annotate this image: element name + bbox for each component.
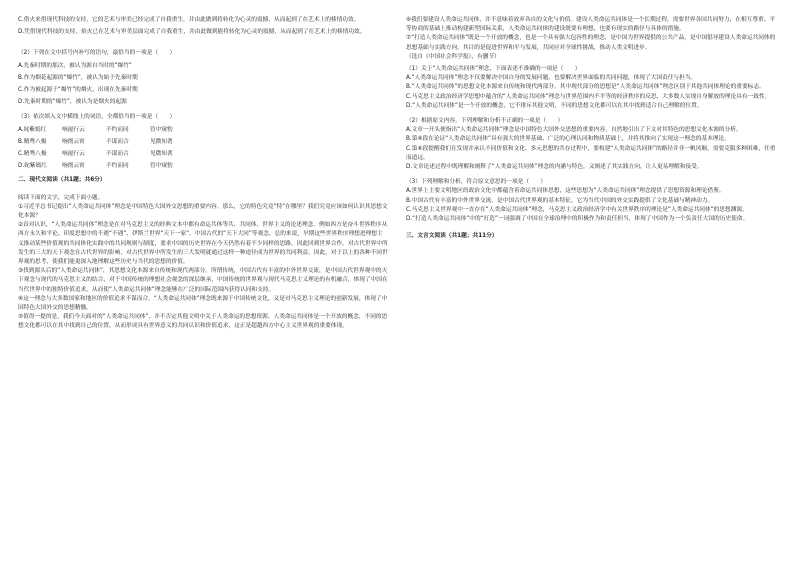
cell: 不约而同 bbox=[106, 163, 129, 170]
reading-paragraph: ⑦“打造人类命运共同体”既是一个开放的概念，也是一个具有强大包容性的理念，是中国为世界提供的公共产品，是中国倡导建设人类命运共同体的思想基础与实践方向，其目的是促进世界和平与发展，共同应对全球性挑战，推动人类文明进步。 bbox=[406, 35, 776, 51]
source-note: （选自《中国社会科学报》，有删节） bbox=[406, 53, 500, 60]
cell: 响遏行云 bbox=[62, 151, 85, 158]
cell: 见微知著 bbox=[150, 151, 173, 158]
exam-page bbox=[18, 16, 776, 546]
option-row bbox=[18, 138, 388, 147]
option-row bbox=[18, 150, 388, 159]
option-c: C.作为被起源于“爆竹”的烟火，出现在先秦时期 bbox=[18, 87, 138, 94]
question-stem: （3）下列理解和分析，符合原文意思的一项是（ ） bbox=[406, 179, 547, 186]
option-b: B.“人类命运共同体”的思想文化本源来自传统和现代两部分，其中现代部分的思想是“人类命运共同体”理念区别于其他共同体理论的重要标志。 bbox=[406, 84, 765, 91]
option-a: A.“人类命运共同体”理念不仅要解决中国自身的发展问题，也要解决世界面临的共同问题，体现了大国责任与担当。 bbox=[406, 75, 697, 82]
question-stem: （1）关于“人类命运共同体”理念，下面表述不准确的一项是（ ） bbox=[406, 66, 581, 73]
cell: B.精骛八极 bbox=[18, 138, 47, 145]
option-d: D.文章论述过程中既理解和阐释了“人类命运共同体”理念的内涵与特色，又阐述了其实践方向，让人更易理解和接受。 bbox=[406, 164, 703, 171]
reading-paragraph: ⑤值得一提的是，我们今天面对的“人类命运共同体”，并不否定其他文明中关于人类命运的思想资源。人类命运共同体是一个开放的概念，不同的思想文化都可以在其中找到自己的位置，从而形成具有世界意义的共同认识和价值追求，这正是超越西方中心主义世界观的重要体现。 bbox=[18, 314, 388, 330]
option-c: C.第⑥段提醒我们在发现并承认不同价值和文化、多元思想的共存过程中，要构建“人类命运共同体”的路径并非一帆风顺，需要克服多种困难，任重而道远。 bbox=[406, 145, 776, 161]
option-b: B.第④段在论证“人类命运共同体”具有强大的世界基础、广泛的心理认同和物质基础上，并将其推向了实现这一理念的基本理论。 bbox=[406, 136, 730, 143]
option-b: B.中国古代有丰富的中外世界交流，是中国古代世界观的基本特征，它为当代中国的外交实践提供了文化基础与精神动力。 bbox=[406, 197, 714, 204]
reading-paragraph: ④这一理念与大多数国家和地区的价值追求不谋而合。“人类命运共同体”理念既来源于中国传统文化，又是对马克思主义理论的创新发展，体现了中国特色大国外交的思想精髓。 bbox=[18, 295, 388, 312]
right-column bbox=[406, 16, 776, 546]
option-c: C.马克思主义世界观中一直存在“人类命运共同体”理念，马克思主义政治经济学中有关世界秩序的理论是“人类命运共同体”的思想渊源。 bbox=[406, 206, 748, 213]
option-b: B.作为烟花起源的“爆竹”，被认为始于先秦时期 bbox=[18, 74, 138, 81]
option-a: A.世界上主要文明地区的政治文化中都蕴含着命运共同体思想，这些思想为“人类命运共同体”理念提供了思想资源和理论借鉴。 bbox=[406, 188, 725, 195]
question-stem: （2）下列在文中括号内补写的语句，最恰当的一项是（ ） bbox=[18, 50, 176, 57]
cell: 响遏行云 bbox=[62, 126, 85, 133]
cell: A.姹紫嫣红 bbox=[18, 126, 47, 133]
option-row bbox=[18, 162, 388, 171]
section-heading: 二、现代文阅读（共1题；共6分） bbox=[18, 177, 106, 184]
option-d: D.先秦时期的“爆竹”，被认为是烟火的起源 bbox=[18, 99, 127, 106]
cell: C.精骛八极 bbox=[18, 151, 47, 158]
cell: 不谋而合 bbox=[106, 151, 129, 158]
question-stem: （2）根据原文内容，下列理解和分析不正确的一项是（ ） bbox=[406, 118, 564, 125]
reading-intro: 阅读下面的文字，完成下面小题。 bbox=[18, 194, 104, 201]
cell: 响彻云霄 bbox=[62, 138, 85, 145]
reading-paragraph: ③找到源头后的“人类命运共同体”，其思想文化本源来自传统和现代两部分。所谓传统，中国古代有丰富的中外世界交流，是中国古代世界观中的天下观念与现代的马克思主义的结合，对于中国传统的理想社会观念的深层继承，中国传统的世界观与现代马克思主义理论的有机融合，体现了中国在当代世界中的独特价值追求，从而使“人类命运共同体”理念能够在广泛的国际范围内获得认同和支持。 bbox=[18, 268, 388, 293]
option-row bbox=[18, 126, 388, 135]
cell: D.姹紫嫣红 bbox=[18, 163, 47, 170]
option-c: C.马克思主义政治经济学思想中蕴含的“人类命运共同体”理念与世界范围内不平等的经济秩序的反思、大多数人实现自身解放的理论具有一致性。 bbox=[406, 93, 771, 100]
section-heading: 三、文言文阅读（共1题；共11分） bbox=[406, 233, 498, 240]
option-d: D.“人类命运共同体”是一个开放的概念，它不排斥其他文明，不同的思想文化都可以在其中找到适合自己理解的位置。 bbox=[406, 102, 703, 109]
reading-paragraph: ①习近平总书记提出“人类命运共同体”理念是中国特色大国外交思想的重要内容。那么，它的特色究竟“特”在哪里？我们究竟应该如何认识其思想文化本源？ bbox=[18, 203, 388, 220]
option-text: C.借火来借现代科技的支持，它的艺术与审美已经完成了自我重生，并由此做到将转化为心灵的震撼，从而起到了在艺术上的移情功效。 bbox=[18, 17, 360, 23]
cell: 管中窥豹 bbox=[150, 126, 173, 133]
cell: 不谋而合 bbox=[106, 138, 129, 145]
option-d: D.“打造人类命运共同体”中的“打造”一词强调了中国在全球治理中的积极作为和责任担当，体现了中国作为一个负责任大国的历史使命。 bbox=[406, 216, 749, 223]
cell: 见微知著 bbox=[150, 138, 173, 145]
cell: 响彻云霄 bbox=[62, 163, 85, 170]
option-a: A.先秦时期的那次，被认为源自当时的“爆竹” bbox=[18, 62, 132, 69]
option-a: A.文章一开头便指出“人类命运共同体”理念是中国特色大国外交思想的重要内容，自然地引出了下文对其特色的思想文化本源的分析。 bbox=[406, 127, 742, 134]
cell: 管中窥豹 bbox=[150, 163, 173, 170]
reading-paragraph: ②首对认识，“人类命运共同体”理念是在对马克思主义的经典文本中都有命运共体等共、共同体、世界主义的论述理念。例如西方是奋斗世界秩序从西方永久和平论、印度思想中的不遇“不遇”、伊斯兰世界“天下一家”、中国古代的“天下大同”等观念，总的来说，早期这些世界秩序理想进理想主义推动某些价值观的共同体化实践中的共同规则与制度，要求中国的历史世界在今天仍然有着不少同样的思路，因此回到世界合作。对古代世界中所发生的三大的天下观念在古代世界的影响，对古代世界中所发生的三大发明就通过这样一种途径成为世界的共同利益。因此，对于以上的各种不同世界观的思考，使我们能更深入地理解这些历史与当代的思想的价值。 bbox=[18, 222, 388, 266]
option-text: D.凭借现代科技的支持，焰火已在艺术与审美层面完成了自我重生，并由此做到能将转化为心灵的震撼，从而起到了在艺术上的移情功效。 bbox=[18, 29, 366, 36]
question-stem: （3）依次填入文中横线上的词语，全都恰当的一项是（ ） bbox=[18, 114, 176, 121]
cell: 不约而同 bbox=[106, 126, 129, 133]
reading-paragraph: ⑥我们要建设人类命运共同体，并不意味着放弃各自的文化与价值。建设人类命运共同体是一个长期过程，需要世界各国共同努力，在相互尊重、平等协商的基础上推动构建新型国际关系，人类命运共同体的建设既要有理想，也要有现实的路径与具体的措施。 bbox=[406, 17, 776, 33]
left-column bbox=[18, 16, 388, 546]
